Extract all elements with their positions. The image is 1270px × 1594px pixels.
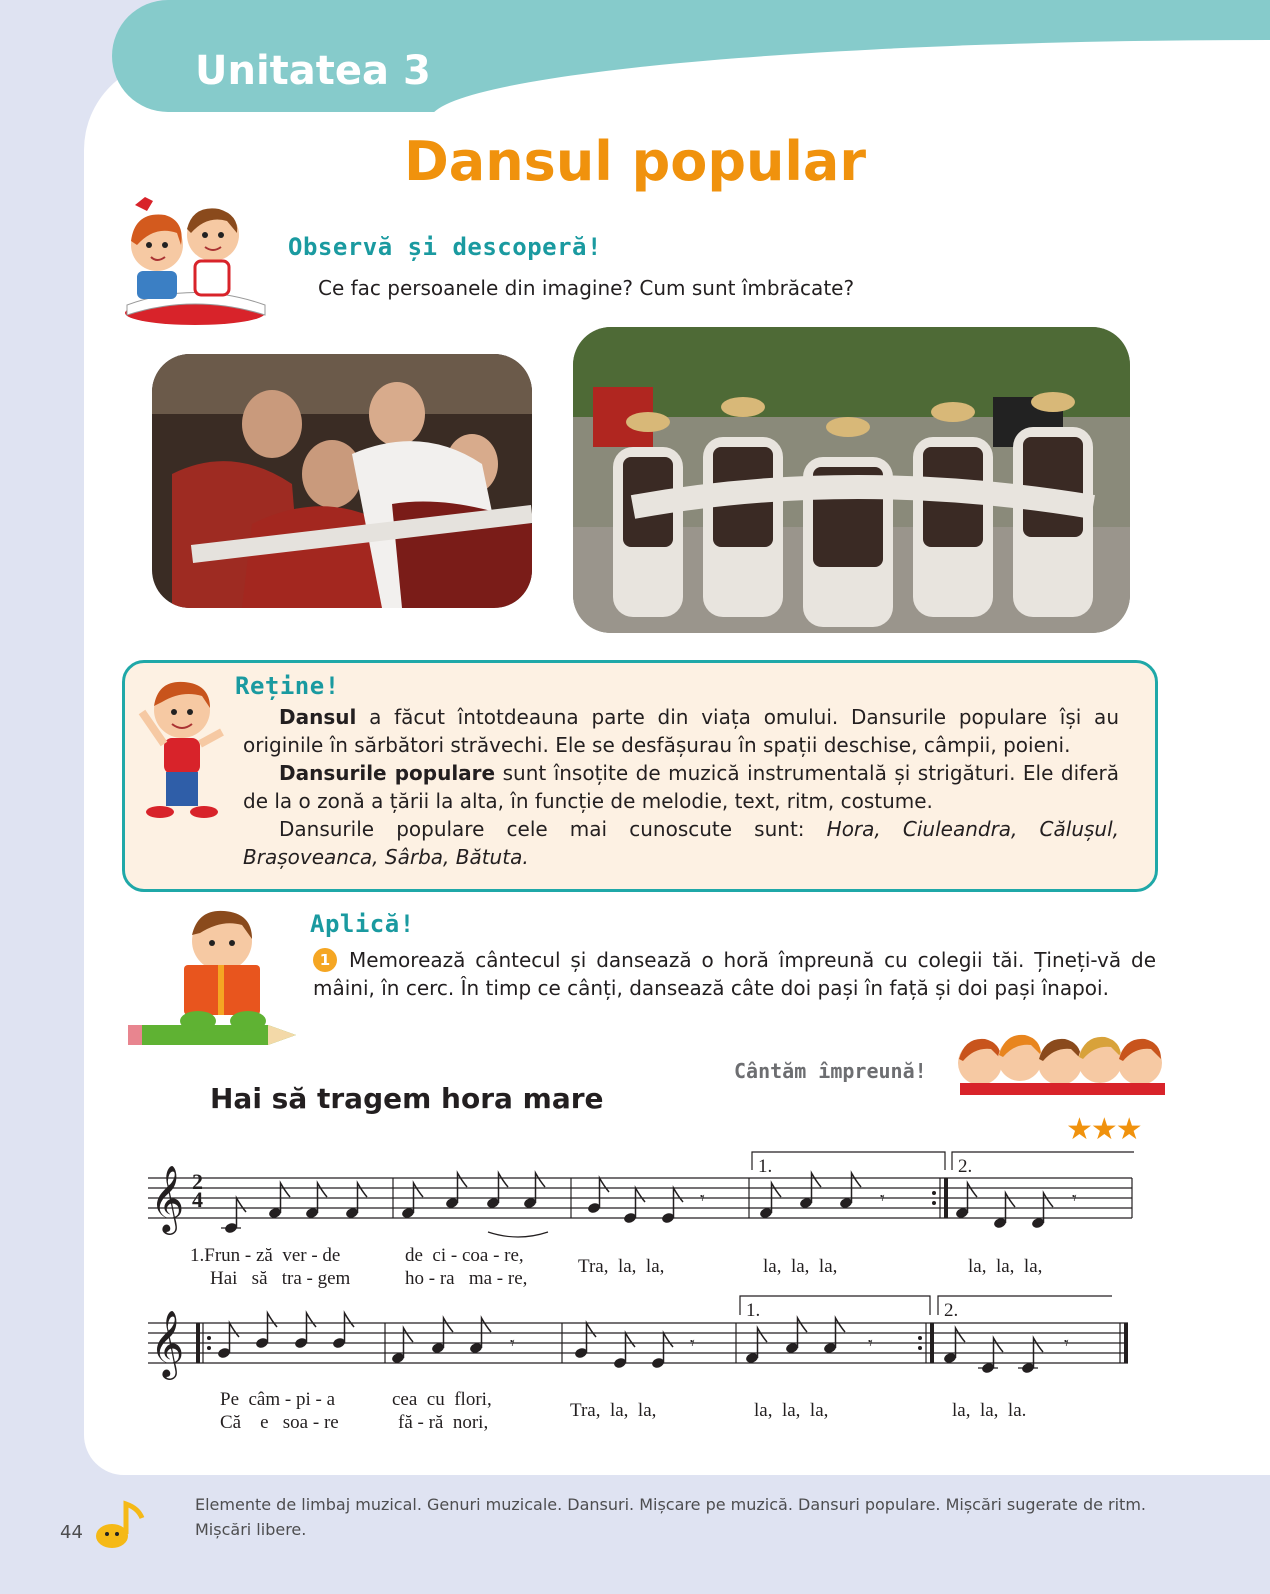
note-stem [1034,1338,1044,1368]
note-stem [444,1318,454,1348]
note-stem [798,1318,808,1348]
eighth-rest: 𝄾 [700,1188,705,1209]
lyric-row2-line2-m1: Că e soa - re [220,1412,339,1433]
time-signature-top: 2 [192,1169,203,1194]
lyric-row2-line1-m5: la, la, la. [952,1400,1027,1421]
item-number-badge: 1 [313,948,337,972]
note-stem [482,1318,492,1348]
note-stem [626,1333,636,1363]
eighth-rest: 𝄾 [880,1188,885,1209]
note-stem [345,1313,355,1343]
lyric-row2-line1-m3: Tra, la, la, [570,1400,657,1421]
song-title: Hai să tragem hora mare [210,1082,604,1115]
volta-2-row-1: 2. [958,1156,973,1177]
note-stem [404,1328,414,1358]
aplica-heading: Aplică! [310,910,415,938]
lyric-row2-line1-m4: la, la, la, [754,1400,829,1421]
volta-1-row-1: 1. [758,1156,773,1177]
eighth-rest: 𝄾 [868,1333,873,1354]
lyric-row1-line1-m4: la, la, la, [763,1256,838,1277]
lyric-row2-line1-m2: cea cu flori, [392,1389,492,1410]
retine-p1-bold: Dansul [279,705,357,729]
eighth-rest: 𝄾 [1072,1188,1077,1209]
svg-text:𝄞: 𝄞 [150,1164,185,1232]
retine-p2-rest: sunt însoțite de muzică instrumentală și strigături. Ele diferă de la o zonă a țării la alta, în funcție de melodie, text, ritm, costume. [243,761,1119,813]
eighth-rest: 𝄾 [1064,1333,1069,1354]
volta-1-row-2: 1. [746,1300,761,1321]
retine-p1-rest: a făcut întotdeauna parte din viața omului. Dansurile populare își au originile în sărbători străvechi. Ele se desfășurau în spații deschise, câmpii, poieni. [243,705,1119,757]
retine-p3-dances: Hora, Ciuleandra, Călușul, Brașoveanca, Sârba, Bătuta. [243,817,1120,869]
note-stem [230,1323,240,1353]
svg-text:𝄞: 𝄞 [150,1309,185,1377]
volta-2-row-2: 2. [944,1300,959,1321]
aplica-instruction-text: Memorează cântecul și dansează o horă împreună cu colegii tăi. Țineți-vă de mâini, în cerc. În timp ce cânți, dansează câte doi pași în față și doi pași înapoi. [313,948,1156,1000]
lyric-row2-line1-m1: Pe câm - pi - a [220,1389,336,1410]
note-stem [836,1318,846,1348]
note-stem [307,1313,317,1343]
retine-heading: Reține! [235,672,340,700]
note-stem [587,1323,597,1353]
observa-heading: Observă și descoperă! [288,233,602,261]
eighth-rest: 𝄾 [690,1333,695,1354]
note-stem [664,1333,674,1363]
note-stem [268,1313,278,1343]
note-stem [994,1338,1004,1368]
page-number: 44 [60,1522,83,1543]
eighth-rest: 𝄾 [510,1333,515,1354]
page-title: Dansul popular [403,130,867,193]
lyric-row1-line1-m5: la, la, la, [968,1256,1043,1277]
footer-topics: Elemente de limbaj muzical. Genuri muzicale. Dansuri. Mișcare pe muzică. Dansuri populare. Mișcări sugerate de ritm. Mișcări libere. [195,1495,1146,1539]
lyric-row2-line2-m2: fă - ră nori, [398,1412,489,1433]
time-signature-bottom: 4 [192,1187,203,1212]
lyric-row1-line1-m1: 1.Frun - ză ver - de [190,1245,341,1266]
music-note-mascot-icon [86,1500,146,1550]
lyric-row1-line1-m3: Tra, la, la, [578,1256,665,1277]
retine-p2-bold: Dansurile populare [279,761,496,785]
note-stem [758,1328,768,1358]
cantam-impreuna-label: Cântăm împreună! [734,1059,927,1083]
difficulty-stars: ★★★ [1066,1112,1141,1147]
lyric-row1-line1-m2: de ci - coa - re, [405,1245,524,1266]
unit-label: Unitatea 3 [195,48,431,94]
retine-p3-lead: Dansurile populare cele mai cunoscute sunt: [279,817,827,841]
lyric-row1-line2-m1: Hai să tra - gem [210,1268,351,1289]
lyric-row1-line2-m2: ho - ra ma - re, [405,1268,528,1289]
note-stem [956,1328,966,1358]
observa-question: Ce fac persoanele din imagine? Cum sunt îmbrăcate? [318,276,855,300]
